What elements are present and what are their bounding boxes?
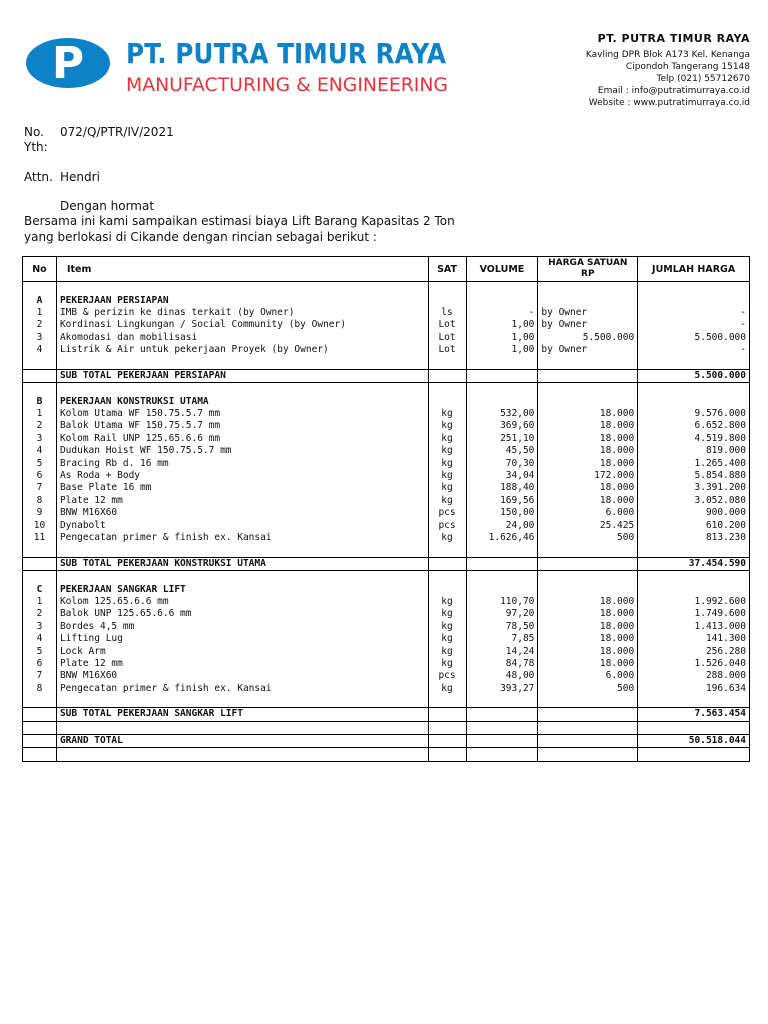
cell-sat: kg — [428, 596, 466, 608]
logo-name: PT. PUTRA TIMUR RAYA — [126, 37, 447, 70]
cell-sat: kg — [428, 495, 466, 507]
empty-cell — [466, 735, 538, 748]
cell-harga-satuan: 6.000 — [538, 670, 638, 682]
empty-cell — [23, 282, 57, 295]
cell-volume: 1,00 — [466, 344, 538, 356]
cell-harga-satuan: 18.000 — [538, 596, 638, 608]
empty-cell — [538, 735, 638, 748]
cell-sat: kg — [428, 457, 466, 469]
empty-cell — [428, 383, 466, 396]
empty-cell — [638, 282, 750, 295]
company-info — [530, 32, 750, 109]
grand-total-label: GRAND TOTAL — [56, 735, 428, 748]
empty-cell — [23, 570, 57, 583]
empty-cell — [638, 544, 750, 557]
cell-no: 8 — [23, 495, 57, 507]
grand-total-row — [23, 735, 750, 748]
cell-harga-satuan: by Owner — [538, 319, 638, 331]
cell-sat: kg — [428, 420, 466, 432]
cell-item: Pengecatan primer & finish ex. Kansai — [56, 532, 428, 544]
table-body — [23, 282, 750, 762]
table-row — [23, 596, 750, 608]
empty-cell — [428, 369, 466, 382]
cell-no: 2 — [23, 319, 57, 331]
cell-jumlah-harga: 819.000 — [638, 445, 750, 457]
empty-cell — [466, 369, 538, 382]
cell-sat: kg — [428, 683, 466, 695]
blank-row — [23, 695, 750, 708]
company-name: PT. PUTRA TIMUR RAYA — [597, 32, 750, 45]
letter-body-line-1: Bersama ini kami sampaikan estimasi biaya Lift Barang Kapasitas 2 Ton — [24, 214, 455, 228]
cell-item: Kolom Utama WF 150.75.5.7 mm — [56, 408, 428, 420]
table-row — [23, 332, 750, 344]
cell-item: Dudukan Hoist WF 150.75.5.7 mm — [56, 445, 428, 457]
table-row — [23, 307, 750, 319]
empty-cell — [428, 721, 466, 734]
cell-harga-satuan: 500 — [538, 532, 638, 544]
cell-no: 3 — [23, 332, 57, 344]
cell-harga-satuan: 25.425 — [538, 519, 638, 531]
grand-total-value: 50.518.044 — [638, 735, 750, 748]
empty-cell — [23, 557, 57, 570]
header-no: No — [23, 257, 57, 282]
cell-jumlah-harga: 1.992.600 — [638, 596, 750, 608]
letter-attention-value: Hendri — [60, 170, 100, 184]
header-sat: SAT — [428, 257, 466, 282]
empty-cell — [638, 356, 750, 369]
empty-cell — [538, 544, 638, 557]
empty-cell — [56, 570, 428, 583]
table-row — [23, 658, 750, 670]
cell-no: 3 — [23, 621, 57, 633]
cell-sat: Lot — [428, 319, 466, 331]
cell-volume: 110,70 — [466, 596, 538, 608]
cell-volume: 45,50 — [466, 445, 538, 457]
cell-sat: ls — [428, 307, 466, 319]
cell-sat: kg — [428, 658, 466, 670]
cell-volume: 369,60 — [466, 420, 538, 432]
empty-cell — [638, 570, 750, 583]
cell-volume: 48,00 — [466, 670, 538, 682]
cell-jumlah-harga: 288.000 — [638, 670, 750, 682]
empty-cell — [466, 748, 538, 761]
cell-harga-satuan: 18.000 — [538, 633, 638, 645]
company-email: Email : info@putratimurraya.co.id — [597, 86, 750, 96]
cell-sat: pcs — [428, 670, 466, 682]
cell-item: Listrik & Air untuk pekerjaan Proyek (by Owner) — [56, 344, 428, 356]
section-header-row — [23, 396, 750, 408]
cell-no: 4 — [23, 445, 57, 457]
subtotal-row — [23, 708, 750, 721]
empty-cell — [428, 735, 466, 748]
empty-cell — [428, 583, 466, 595]
cell-volume: 188,40 — [466, 482, 538, 494]
cell-no: 7 — [23, 482, 57, 494]
cell-item: Lifting Lug — [56, 633, 428, 645]
letter-attention-label: Attn. — [24, 170, 53, 184]
cell-volume: 1,00 — [466, 319, 538, 331]
cell-sat: kg — [428, 482, 466, 494]
cell-jumlah-harga: 5.854.880 — [638, 470, 750, 482]
company-website: Website : www.putratimurraya.co.id — [588, 98, 750, 108]
cell-no: 8 — [23, 683, 57, 695]
cell-item: Kolom Rail UNP 125.65.6.6 mm — [56, 433, 428, 445]
empty-cell — [466, 721, 538, 734]
empty-cell — [638, 695, 750, 708]
cell-jumlah-harga: 6.652.800 — [638, 420, 750, 432]
subtotal-row — [23, 369, 750, 382]
empty-cell — [538, 383, 638, 396]
company-logo — [26, 34, 451, 96]
empty-cell — [23, 383, 57, 396]
empty-cell — [466, 282, 538, 295]
empty-cell — [428, 748, 466, 761]
cell-item: As Roda + Body — [56, 470, 428, 482]
table-row — [23, 633, 750, 645]
empty-cell — [466, 708, 538, 721]
cell-harga-satuan: 18.000 — [538, 621, 638, 633]
cell-jumlah-harga: 900.000 — [638, 507, 750, 519]
empty-cell — [638, 583, 750, 595]
header-volume: VOLUME — [466, 257, 538, 282]
cell-harga-satuan: 500 — [538, 683, 638, 695]
cell-sat: kg — [428, 633, 466, 645]
cell-jumlah-harga: - — [638, 307, 750, 319]
table-row — [23, 408, 750, 420]
cell-jumlah-harga: - — [638, 344, 750, 356]
table-row — [23, 420, 750, 432]
header-item: Item — [56, 257, 428, 282]
cell-no: 6 — [23, 470, 57, 482]
empty-cell — [538, 721, 638, 734]
table-row — [23, 670, 750, 682]
cell-sat: kg — [428, 470, 466, 482]
letter-recipient-label: Yth: — [24, 140, 48, 154]
section-letter: B — [23, 396, 57, 408]
cell-no: 7 — [23, 670, 57, 682]
blank-row — [23, 383, 750, 396]
letter-number — [24, 125, 174, 139]
cell-volume: 1.626,46 — [466, 532, 538, 544]
cell-volume: 169,56 — [466, 495, 538, 507]
table-row — [23, 457, 750, 469]
letter-greeting: Dengan hormat — [60, 199, 155, 213]
cell-item: Pengecatan primer & finish ex. Kansai — [56, 683, 428, 695]
cell-volume: 150,00 — [466, 507, 538, 519]
cell-harga-satuan: 18.000 — [538, 420, 638, 432]
empty-cell — [538, 570, 638, 583]
header-jumlah-harga: JUMLAH HARGA — [638, 257, 750, 282]
cell-no: 9 — [23, 507, 57, 519]
cell-sat: Lot — [428, 344, 466, 356]
empty-cell — [538, 557, 638, 570]
cell-harga-satuan: 18.000 — [538, 658, 638, 670]
letter-attention — [24, 170, 100, 184]
empty-cell — [428, 282, 466, 295]
section-header-row — [23, 294, 750, 306]
empty-cell — [56, 356, 428, 369]
letter-number-value: 072/Q/PTR/IV/2021 — [60, 125, 174, 139]
empty-cell — [538, 583, 638, 595]
cell-jumlah-harga: 1.749.600 — [638, 608, 750, 620]
cell-harga-satuan: 18.000 — [538, 457, 638, 469]
subtotal-row — [23, 557, 750, 570]
header-harga-satuan: HARGA SATUAN RP — [538, 257, 638, 282]
cell-item: BNW M16X60 — [56, 507, 428, 519]
cell-no: 1 — [23, 596, 57, 608]
company-phone: Telp (021) 55712670 — [656, 74, 750, 84]
empty-cell — [538, 282, 638, 295]
cell-item: Plate 12 mm — [56, 658, 428, 670]
cell-volume: 1,00 — [466, 332, 538, 344]
empty-cell — [23, 721, 57, 734]
logo-tagline: MANUFACTURING & ENGINEERING — [126, 74, 448, 96]
cell-no: 5 — [23, 457, 57, 469]
cell-harga-satuan: by Owner — [538, 344, 638, 356]
cell-sat: kg — [428, 408, 466, 420]
cell-item: BNW M16X60 — [56, 670, 428, 682]
empty-cell — [23, 708, 57, 721]
empty-cell — [23, 544, 57, 557]
cell-no: 10 — [23, 519, 57, 531]
cell-jumlah-harga: 196.634 — [638, 683, 750, 695]
blank-row — [23, 544, 750, 557]
empty-cell — [428, 544, 466, 557]
empty-cell — [466, 583, 538, 595]
cell-harga-satuan: 172.000 — [538, 470, 638, 482]
cell-jumlah-harga: 610.200 — [638, 519, 750, 531]
cell-no: 1 — [23, 408, 57, 420]
empty-cell — [638, 396, 750, 408]
cell-jumlah-harga: 3.391.200 — [638, 482, 750, 494]
empty-cell — [428, 695, 466, 708]
table-row — [23, 495, 750, 507]
cell-no: 5 — [23, 645, 57, 657]
cell-volume: 34,04 — [466, 470, 538, 482]
cell-volume: 393,27 — [466, 683, 538, 695]
empty-cell — [638, 383, 750, 396]
empty-cell — [466, 294, 538, 306]
table-row — [23, 319, 750, 331]
blank-row — [23, 721, 750, 734]
empty-cell — [538, 369, 638, 382]
empty-cell — [466, 544, 538, 557]
cell-volume: 7,85 — [466, 633, 538, 645]
subtotal-value: 5.500.000 — [638, 369, 750, 382]
cell-jumlah-harga: 141.300 — [638, 633, 750, 645]
cell-item: Base Plate 16 mm — [56, 482, 428, 494]
empty-cell — [23, 369, 57, 382]
table-row — [23, 608, 750, 620]
empty-cell — [466, 356, 538, 369]
empty-cell — [466, 570, 538, 583]
cell-harga-satuan: 18.000 — [538, 482, 638, 494]
section-letter: C — [23, 583, 57, 595]
cell-jumlah-harga: 4.519.800 — [638, 433, 750, 445]
cell-sat: kg — [428, 621, 466, 633]
cost-estimate-table — [22, 256, 750, 762]
cell-item: IMB & perizin ke dinas terkait (by Owner) — [56, 307, 428, 319]
cell-sat: kg — [428, 532, 466, 544]
cell-jumlah-harga: 1.265.400 — [638, 457, 750, 469]
cell-no: 4 — [23, 633, 57, 645]
empty-cell — [466, 396, 538, 408]
empty-cell — [428, 557, 466, 570]
cell-no: 2 — [23, 420, 57, 432]
empty-cell — [56, 383, 428, 396]
section-letter: A — [23, 294, 57, 306]
cell-volume: 532,00 — [466, 408, 538, 420]
cell-item: Bracing Rb d. 16 mm — [56, 457, 428, 469]
cell-sat: pcs — [428, 519, 466, 531]
cell-jumlah-harga: 3.052.080 — [638, 495, 750, 507]
cell-item: Dynabolt — [56, 519, 428, 531]
cell-jumlah-harga: 1.413.000 — [638, 621, 750, 633]
empty-cell — [23, 356, 57, 369]
empty-cell — [56, 282, 428, 295]
cell-harga-satuan: 18.000 — [538, 408, 638, 420]
blank-row — [23, 570, 750, 583]
cell-sat: kg — [428, 608, 466, 620]
section-header-row — [23, 583, 750, 595]
cell-volume: 84,78 — [466, 658, 538, 670]
table-row — [23, 433, 750, 445]
empty-cell — [56, 748, 428, 761]
cell-item: Lock Arm — [56, 645, 428, 657]
cell-volume: 14,24 — [466, 645, 538, 657]
blank-row — [23, 356, 750, 369]
cell-harga-satuan: 18.000 — [538, 495, 638, 507]
empty-cell — [538, 396, 638, 408]
table-row — [23, 507, 750, 519]
table-row — [23, 645, 750, 657]
cell-no: 11 — [23, 532, 57, 544]
empty-cell — [23, 748, 57, 761]
cell-item: Kolom 125.65.6.6 mm — [56, 596, 428, 608]
empty-cell — [466, 695, 538, 708]
cell-volume: - — [466, 307, 538, 319]
subtotal-label: SUB TOTAL PEKERJAAN SANGKAR LIFT — [56, 708, 428, 721]
table-row — [23, 621, 750, 633]
cell-sat: kg — [428, 645, 466, 657]
table-header-row — [23, 257, 750, 282]
empty-cell — [428, 396, 466, 408]
cell-harga-satuan: 5.500.000 — [538, 332, 638, 344]
empty-cell — [466, 557, 538, 570]
empty-cell — [638, 721, 750, 734]
letter-number-label: No. — [24, 125, 44, 139]
empty-cell — [466, 383, 538, 396]
cell-item: Bordes 4,5 mm — [56, 621, 428, 633]
empty-cell — [538, 748, 638, 761]
cell-sat: Lot — [428, 332, 466, 344]
cell-item: Plate 12 mm — [56, 495, 428, 507]
cell-volume: 24,00 — [466, 519, 538, 531]
cell-no: 3 — [23, 433, 57, 445]
cell-jumlah-harga: 1.526.040 — [638, 658, 750, 670]
table-row — [23, 482, 750, 494]
empty-cell — [638, 294, 750, 306]
cell-jumlah-harga: 5.500.000 — [638, 332, 750, 344]
letter-recipient — [24, 140, 60, 154]
empty-cell — [538, 695, 638, 708]
cell-sat: kg — [428, 445, 466, 457]
cell-jumlah-harga: - — [638, 319, 750, 331]
company-address-1: Kavling DPR Blok A173 Kel. Kenanga — [585, 50, 750, 60]
cell-sat: kg — [428, 433, 466, 445]
empty-cell — [428, 708, 466, 721]
company-address-2: Cipondoh Tangerang 15148 — [625, 62, 750, 72]
empty-cell — [56, 695, 428, 708]
empty-cell — [428, 570, 466, 583]
section-title: PEKERJAAN SANGKAR LIFT — [56, 583, 428, 595]
cell-no: 4 — [23, 344, 57, 356]
empty-cell — [23, 735, 57, 748]
cell-jumlah-harga: 9.576.000 — [638, 408, 750, 420]
empty-cell — [538, 294, 638, 306]
letter-body-line-2: yang berlokasi di Cikande dengan rincian sebagai berikut : — [24, 230, 377, 244]
empty-cell — [638, 748, 750, 761]
empty-cell — [538, 708, 638, 721]
empty-cell — [56, 721, 428, 734]
cell-harga-satuan: 18.000 — [538, 445, 638, 457]
logo-letter: P — [51, 38, 85, 89]
cell-item: Akomodasi dan mobilisasi — [56, 332, 428, 344]
cell-harga-satuan: 18.000 — [538, 645, 638, 657]
section-title: PEKERJAAN PERSIAPAN — [56, 294, 428, 306]
blank-row — [23, 282, 750, 295]
cell-harga-satuan: 18.000 — [538, 433, 638, 445]
cell-volume: 78,50 — [466, 621, 538, 633]
blank-row — [23, 748, 750, 761]
cell-volume: 70,30 — [466, 457, 538, 469]
subtotal-value: 37.454.590 — [638, 557, 750, 570]
cell-item: Kordinasi Lingkungan / Social Community (by Owner) — [56, 319, 428, 331]
cell-no: 6 — [23, 658, 57, 670]
empty-cell — [23, 695, 57, 708]
cell-jumlah-harga: 256.280 — [638, 645, 750, 657]
subtotal-label: SUB TOTAL PEKERJAAN KONSTRUKSI UTAMA — [56, 557, 428, 570]
table-row — [23, 683, 750, 695]
cell-no: 1 — [23, 307, 57, 319]
cell-sat: pcs — [428, 507, 466, 519]
section-title: PEKERJAAN KONSTRUKSI UTAMA — [56, 396, 428, 408]
empty-cell — [428, 356, 466, 369]
subtotal-value: 7.563.454 — [638, 708, 750, 721]
table-row — [23, 445, 750, 457]
table-row — [23, 470, 750, 482]
cell-item: Balok Utama WF 150.75.5.7 mm — [56, 420, 428, 432]
cell-harga-satuan: 6.000 — [538, 507, 638, 519]
cell-volume: 97,20 — [466, 608, 538, 620]
empty-cell — [56, 544, 428, 557]
table-row — [23, 532, 750, 544]
cell-harga-satuan: by Owner — [538, 307, 638, 319]
cell-jumlah-harga: 813.230 — [638, 532, 750, 544]
cell-volume: 251,10 — [466, 433, 538, 445]
subtotal-label: SUB TOTAL PEKERJAAN PERSIAPAN — [56, 369, 428, 382]
empty-cell — [538, 356, 638, 369]
empty-cell — [428, 294, 466, 306]
cell-item: Balok UNP 125.65.6.6 mm — [56, 608, 428, 620]
cell-harga-satuan: 18.000 — [538, 608, 638, 620]
cell-no: 2 — [23, 608, 57, 620]
table-row — [23, 344, 750, 356]
table-row — [23, 519, 750, 531]
